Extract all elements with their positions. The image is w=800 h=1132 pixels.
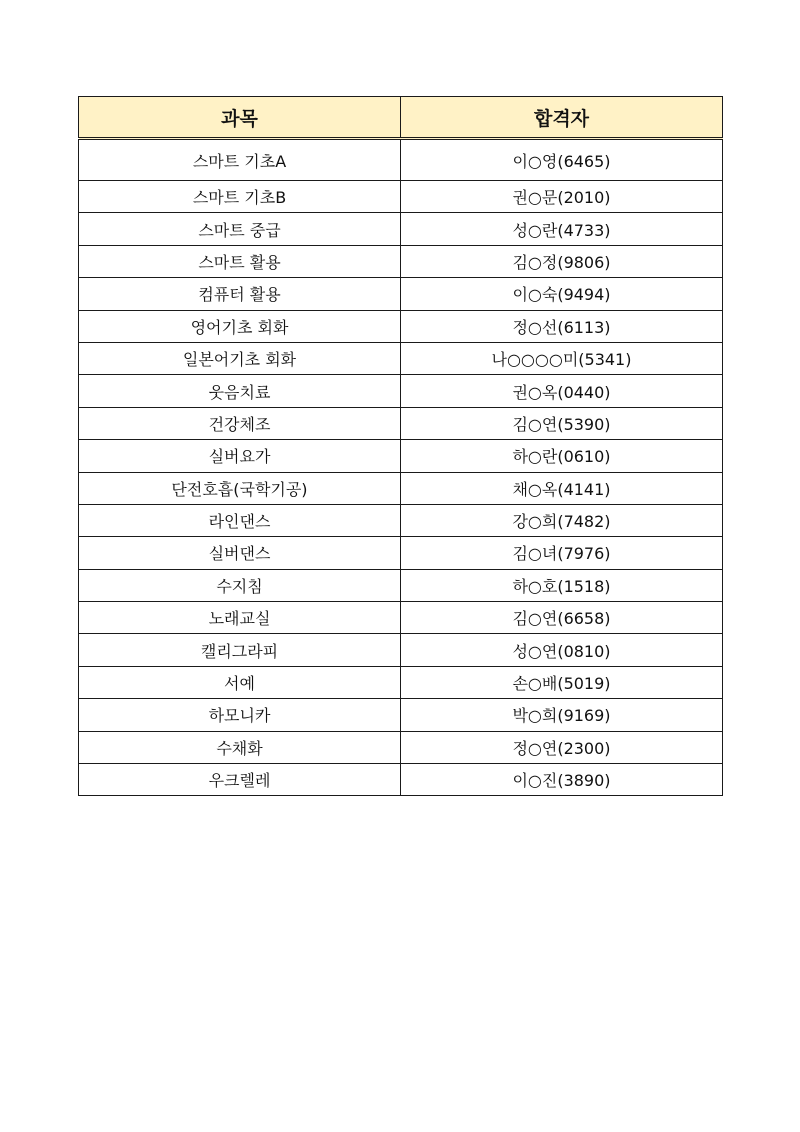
- table-row: [79, 666, 723, 698]
- table-row: [79, 407, 723, 439]
- table-row: [79, 731, 723, 763]
- passer-cell: 강○희(7482): [401, 504, 723, 536]
- passer-cell: 나○○○○미(5341): [401, 342, 723, 374]
- subject-cell: 실버댄스: [79, 537, 401, 569]
- results-table: [78, 96, 723, 796]
- table-row: [79, 245, 723, 277]
- passer-cell: 성○란(4733): [401, 213, 723, 245]
- table-row: [79, 569, 723, 601]
- passer-cell: 이○영(6465): [401, 139, 723, 181]
- subject-cell: 영어기초 회화: [79, 310, 401, 342]
- subject-cell: 스마트 중급: [79, 213, 401, 245]
- subject-cell: 웃음치료: [79, 375, 401, 407]
- subject-cell: 컴퓨터 활용: [79, 278, 401, 310]
- passer-cell: 이○진(3890): [401, 764, 723, 796]
- subject-cell: 실버요가: [79, 440, 401, 472]
- passer-cell: 이○숙(9494): [401, 278, 723, 310]
- table-row: [79, 139, 723, 181]
- table-header-row: [79, 97, 723, 139]
- subject-cell: 서예: [79, 666, 401, 698]
- header-subject: 과목: [79, 97, 401, 139]
- table-row: [79, 310, 723, 342]
- header-passer: 합격자: [401, 97, 723, 139]
- passer-cell: 권○옥(0440): [401, 375, 723, 407]
- passer-cell: 정○연(2300): [401, 731, 723, 763]
- subject-cell: 일본어기초 회화: [79, 342, 401, 374]
- subject-cell: 건강체조: [79, 407, 401, 439]
- table-row: [79, 602, 723, 634]
- subject-cell: 스마트 기초A: [79, 139, 401, 181]
- subject-cell: 하모니카: [79, 699, 401, 731]
- table-body: [79, 139, 723, 796]
- passer-cell: 김○녀(7976): [401, 537, 723, 569]
- table-row: [79, 181, 723, 213]
- passer-cell: 하○호(1518): [401, 569, 723, 601]
- table-row: [79, 504, 723, 536]
- passer-cell: 하○란(0610): [401, 440, 723, 472]
- subject-cell: 수지침: [79, 569, 401, 601]
- table-row: [79, 537, 723, 569]
- subject-cell: 스마트 기초B: [79, 181, 401, 213]
- subject-cell: 수채화: [79, 731, 401, 763]
- passer-cell: 성○연(0810): [401, 634, 723, 666]
- table-row: [79, 764, 723, 796]
- passer-cell: 김○연(6658): [401, 602, 723, 634]
- subject-cell: 단전호흡(국학기공): [79, 472, 401, 504]
- passer-cell: 정○선(6113): [401, 310, 723, 342]
- table-row: [79, 699, 723, 731]
- table-row: [79, 634, 723, 666]
- passer-cell: 손○배(5019): [401, 666, 723, 698]
- passer-cell: 김○정(9806): [401, 245, 723, 277]
- subject-cell: 스마트 활용: [79, 245, 401, 277]
- table-row: [79, 375, 723, 407]
- subject-cell: 우크렐레: [79, 764, 401, 796]
- table-row: [79, 342, 723, 374]
- subject-cell: 라인댄스: [79, 504, 401, 536]
- table-row: [79, 472, 723, 504]
- table-row: [79, 213, 723, 245]
- passer-cell: 김○연(5390): [401, 407, 723, 439]
- subject-cell: 노래교실: [79, 602, 401, 634]
- passer-cell: 채○옥(4141): [401, 472, 723, 504]
- subject-cell: 캘리그라피: [79, 634, 401, 666]
- table-row: [79, 440, 723, 472]
- passer-cell: 권○문(2010): [401, 181, 723, 213]
- table-row: [79, 278, 723, 310]
- passer-cell: 박○희(9169): [401, 699, 723, 731]
